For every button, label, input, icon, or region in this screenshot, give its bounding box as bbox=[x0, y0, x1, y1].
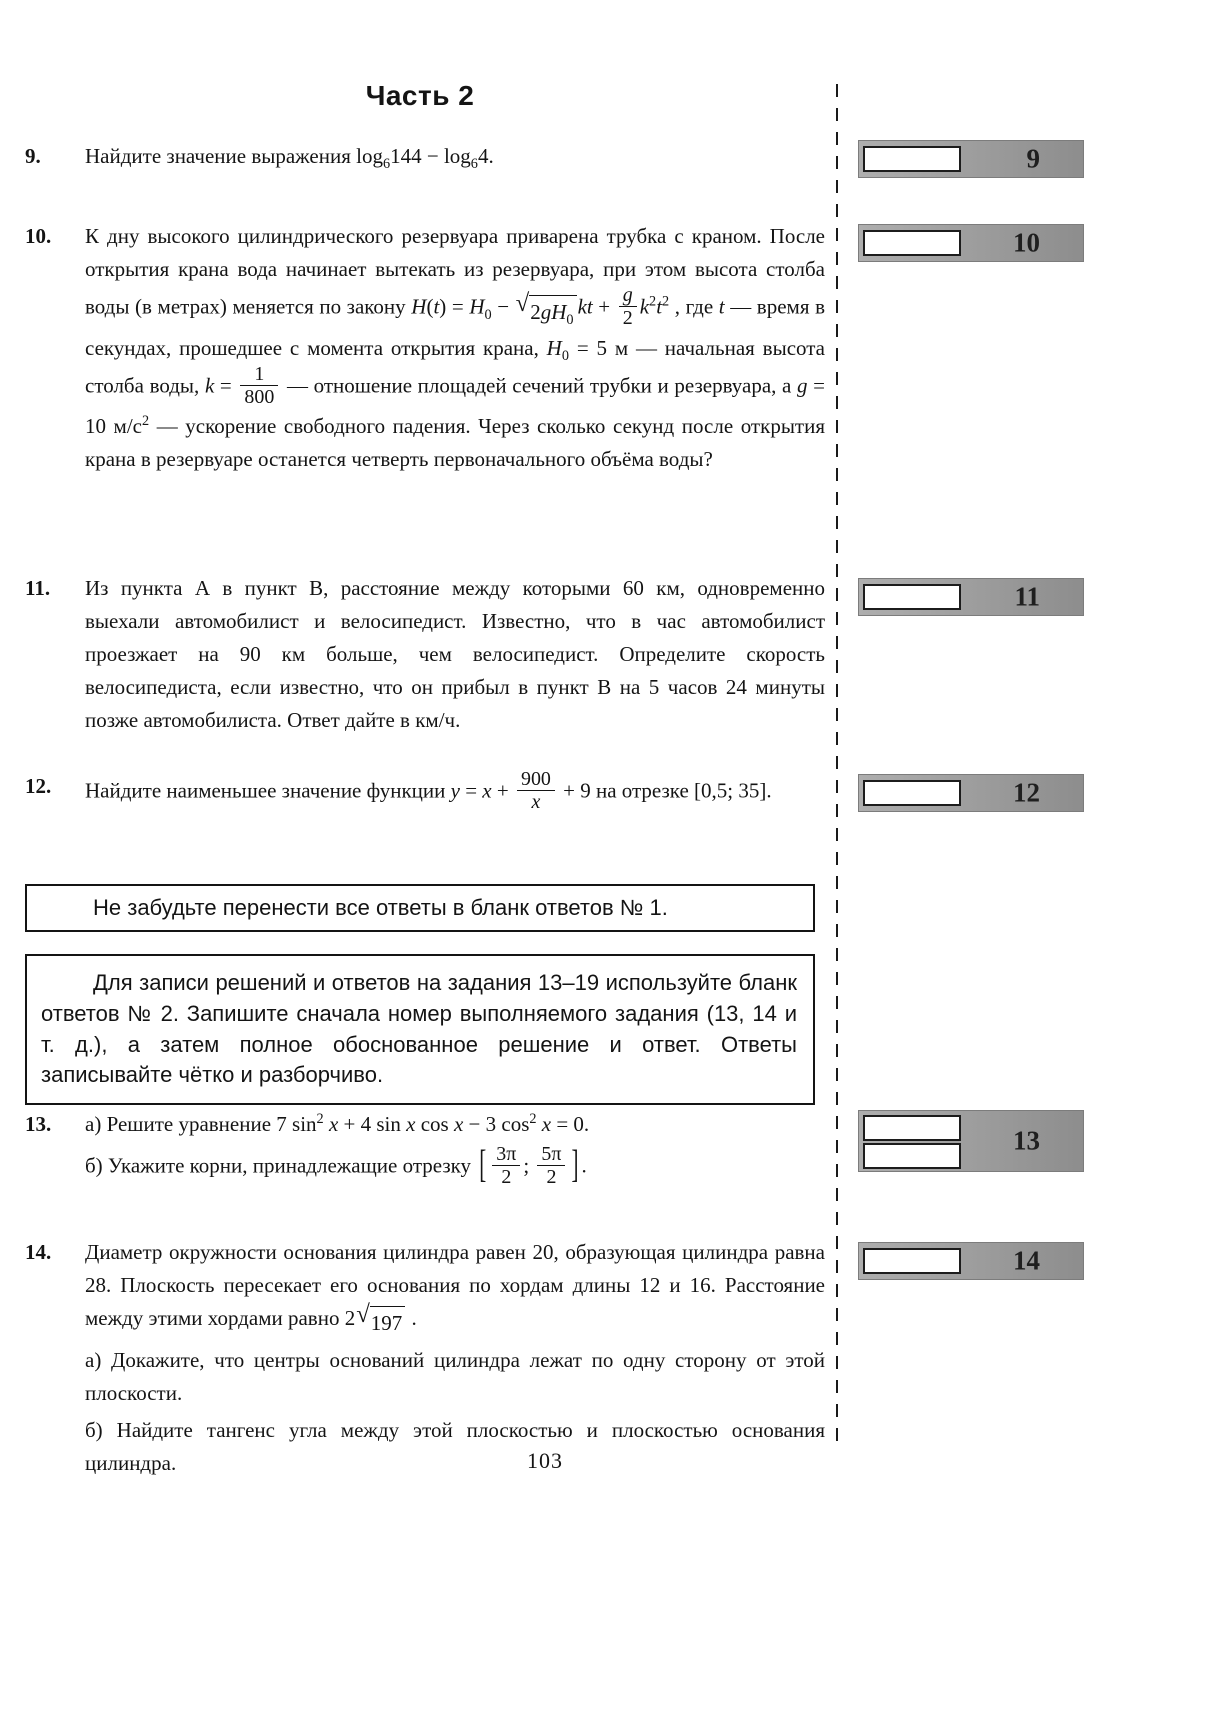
problem-text: Найдите значение выражения $\log_6144 - \log_64$. bbox=[85, 144, 494, 173]
answer-field[interactable] bbox=[863, 584, 961, 610]
note-transfer-text: Не забудьте перенести все ответы в бланк ответов № 1. bbox=[93, 895, 668, 920]
problem-text: Диаметр окружности основания цилиндра равен 20, образующая цилиндра равна 28. Плоскость пересекает его основания по хордам длины 12 и 16. Расстояние между этими хордами равно 2 √ 197 . bbox=[85, 1236, 825, 1340]
page-title: Часть 2 bbox=[365, 80, 475, 111]
page-number: 103 bbox=[527, 1448, 563, 1473]
problem-number: 13. bbox=[25, 1112, 52, 1136]
answer-field[interactable] bbox=[863, 1143, 961, 1169]
problem-body bbox=[85, 770, 825, 816]
answer-column-divider bbox=[836, 84, 838, 1448]
problem-13 bbox=[25, 1108, 825, 1191]
answer-box-12 bbox=[858, 774, 1084, 812]
problem-text-a: а) Докажите, что центры оснований цилиндра лежат по одну сторону от этой плоскости. bbox=[85, 1347, 825, 1405]
note-transfer-answers bbox=[25, 884, 815, 932]
answer-box-13 bbox=[858, 1110, 1084, 1172]
problem-text: Найдите наименьшее значение функции y = x + $\frac{900}{x}$ + 9 на отрезке [0,5; 35]. bbox=[85, 768, 772, 814]
note-instructions-text: Для записи решений и ответов на задания 13–19 используйте бланк ответов № 2. Запишите сначала номер выполняемого задания (13, 14 и т. д.), а затем полное обоснованное решение и ответ. Ответы записывайте чётко и разборчиво. bbox=[41, 970, 797, 1088]
answer-box-14 bbox=[858, 1242, 1084, 1280]
problem-text-b: б) Укажите корни, принадлежащие отрезку [ $\frac{3\pi}{2}$ ; $\frac{5\pi}{2}$ ] . bbox=[85, 1141, 587, 1189]
problem-14 bbox=[25, 1236, 825, 1480]
answer-box-number: 9 bbox=[1026, 143, 1040, 174]
problem-11 bbox=[25, 572, 825, 737]
note-instructions bbox=[25, 954, 815, 1105]
problem-text: К дну высокого цилиндрического резервуара приварена трубка с краном. После открытия крана вода начинает вытекать из резервуара, при этом высота столба воды (в метрах) меняется по закону $H(t) = H_0$ − √ $2gH_0$ kt + $\frac{g}{2}$ $k^2t^2$ , где t — время в секундах, прошедшее с момента открытия крана, $H_0 = 5$ м — начальная высота столба воды, k = $\frac{1}{800}$ — отношение площадей сечений трубки и резервуара, а g = 10 $м/с^2$ — ускорение свободного падения. Через сколько секунд после открытия крана в резервуаре останется четверть первоначального объёма воды? bbox=[85, 224, 826, 472]
problem-number: 14. bbox=[25, 1240, 52, 1264]
problem-body bbox=[85, 572, 825, 737]
answer-box-number: 12 bbox=[1013, 777, 1040, 808]
problem-number: 9. bbox=[25, 144, 41, 168]
problem-body bbox=[85, 220, 825, 476]
answer-box-number: 14 bbox=[1013, 1245, 1040, 1276]
problem-12 bbox=[25, 770, 825, 816]
problem-text-a: а) Решите уравнение 7 $\sin^2 x + 4$ sin x cos x − 3 $\cos^2 x = 0$. bbox=[85, 1111, 590, 1136]
answer-field[interactable] bbox=[863, 1248, 961, 1274]
answer-field[interactable] bbox=[863, 1115, 961, 1141]
answer-box-number: 13 bbox=[1013, 1125, 1040, 1156]
problem-number: 10. bbox=[25, 224, 52, 248]
answer-box-number: 10 bbox=[1013, 227, 1040, 258]
problem-body bbox=[85, 140, 825, 173]
problem-9 bbox=[25, 140, 825, 173]
answer-box-number: 11 bbox=[1014, 581, 1040, 612]
problem-text: Из пункта А в пункт В, расстояние между которыми 60 км, одновременно выехали автомобилист и велосипедист. Известно, что в час автомобилист проезжает на 90 км больше, чем велосипедист. Определите скорость велосипедиста, если известно, что он прибыл в пункт В на 5 часов 24 минуты позже автомобилиста. Ответ дайте в км/ч. bbox=[85, 576, 825, 732]
answer-box-9 bbox=[858, 140, 1084, 178]
problem-body bbox=[85, 1236, 825, 1480]
problem-number: 12. bbox=[25, 774, 52, 798]
problem-number: 11. bbox=[25, 576, 51, 600]
answer-field[interactable] bbox=[863, 780, 961, 806]
answer-field[interactable] bbox=[863, 146, 961, 172]
answer-box-11 bbox=[858, 578, 1084, 616]
answer-field[interactable] bbox=[863, 230, 961, 256]
problem-10 bbox=[25, 220, 825, 476]
problem-body bbox=[85, 1108, 825, 1191]
answer-box-10 bbox=[858, 224, 1084, 262]
problem-text-b: б) Найдите тангенс угла между этой плоскостью и плоскостью основания цилиндра. bbox=[85, 1417, 825, 1475]
